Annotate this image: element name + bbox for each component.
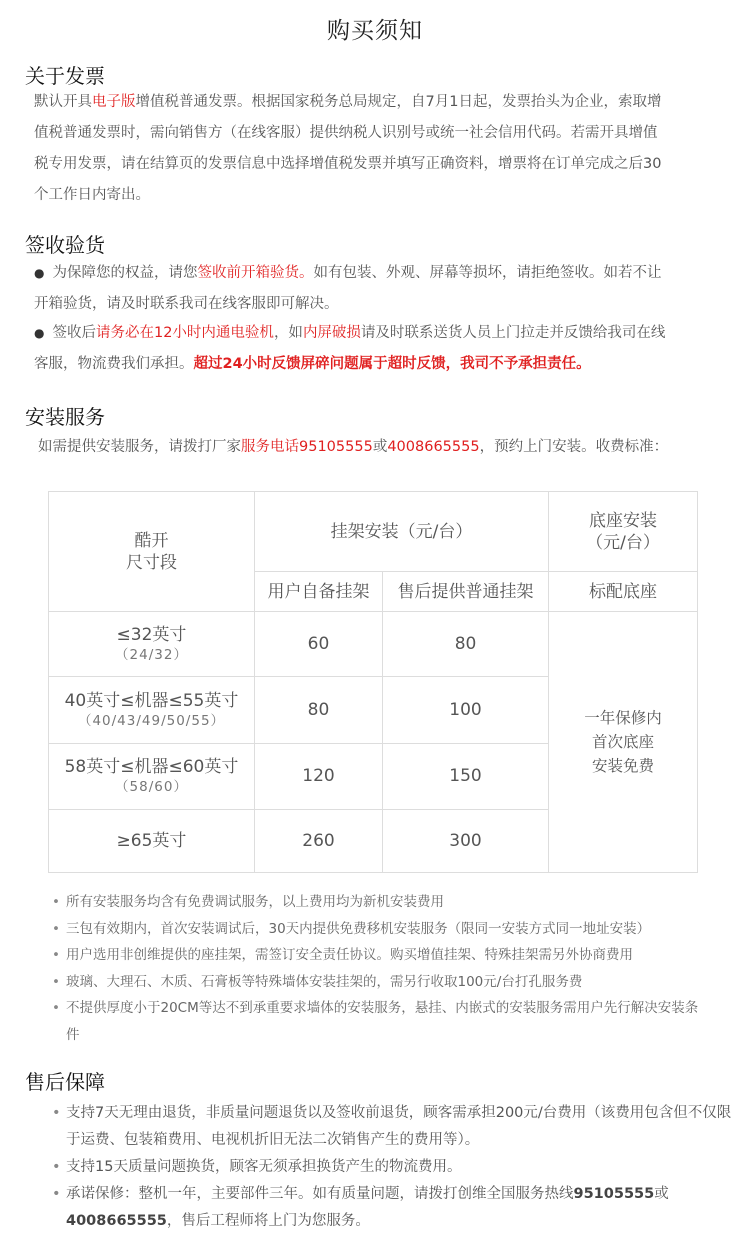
install-heading: 安装服务 <box>25 405 105 429</box>
list-item: • 支持15天质量问题换货，顾客无须承担换货产生的物流费用。 <box>52 1159 462 1175</box>
invoice-line-2: 值税普通发票时，需向销售方（在线客服）提供纳税人识别号或统一社会信用代码。若需开具增值 <box>34 125 658 141</box>
list-item: • 承诺保修：整机一年，主要部件三年。如有质量问题，请拨打创维全国服务热线95105555或4008665555，售后工程师将上门为您服务。 <box>52 1186 669 1229</box>
list-item: • 支持7天无理由退货，非质量问题退货以及签收前退货，顾客需承担200元/台费用（该费用包含但不仅限于运费、包装箱费用、电视机折旧无法二次销售产生的费用等）。 <box>52 1105 732 1148</box>
wall-mount-header: 挂架安装（元/台） <box>255 492 549 572</box>
list-item: • 不提供厚度小于20CM等达不到承重要求墙体的安装服务，悬挂、内嵌式的安装服务需用户先行解决安装条件 <box>52 1000 699 1043</box>
table-row: 40英寸≤机器≤55英寸 （40/43/49/50/55） 80 100 <box>49 677 698 743</box>
aftersale-heading: 售后保障 <box>25 1070 105 1094</box>
receipt-heading: 签收验货 <box>25 233 105 257</box>
receipt-item-1: ● 为保障您的权益，请您签收前开箱验货。如有包装、外观、屏幕等损坏，请拒绝签收。如若不让 开箱验货，请及时联系我司在线客服即可解决。 <box>34 265 662 312</box>
hotline-phone: 4008665555 <box>387 439 480 455</box>
page-title: 购买须知 <box>327 18 423 44</box>
table-row: ≥65英寸 260 300 <box>49 809 698 872</box>
list-item: • 三包有效期内，首次安装调试后，30天内提供免费移机安装服务（限同一安装方式同一地址安装） <box>52 920 651 937</box>
receipt-item-2: ● 签收后请务必在12小时内通电验机，如内屏破损请及时联系送货人员上门拉走并反馈给我司在线 客服，物流费我们承担。超过24小时反馈屏碎问题属于超时反馈，我司不予承担责任。 <box>34 325 666 372</box>
base-free-note: 一年保修内 首次底座 安装免费 <box>549 612 698 873</box>
install-intro: 如需提供安装服务，请拨打厂家服务电话95105555或4008665555，预约上门安装。收费标准： <box>38 439 669 455</box>
table-row: 58英寸≤机器≤60英寸 （58/60） 120 150 <box>49 743 698 809</box>
table-row: ≤32英寸 （24/32） 60 80 一年保修内 首次底座 安装免费 <box>49 612 698 677</box>
size-header: 酷开 尺寸段 <box>49 492 255 612</box>
bullet-icon: ● <box>34 326 45 340</box>
col-user-mount: 用户自备挂架 <box>255 572 383 612</box>
invoice-line-3: 税专用发票，请在结算页的发票信息中选择增值税发票并填写正确资料，增票将在订单完成之后30 <box>34 156 662 172</box>
invoice-heading: 关于发票 <box>25 64 105 88</box>
list-item: • 用户选用非创维提供的座挂架，需签订安全责任协议。购买增值挂架、特殊挂架需另外协商费用 <box>52 947 633 963</box>
base-header: 底座安装 （元/台） <box>549 492 698 572</box>
invoice-line-4: 个工作日内寄出。 <box>34 187 150 203</box>
col-aftersale-mount: 售后提供普通挂架 <box>383 572 549 612</box>
service-phone: 服务电话95105555 <box>241 439 373 455</box>
list-item: • 所有安装服务均含有免费调试服务，以上费用均为新机安装费用 <box>52 894 444 910</box>
install-notes <box>52 889 722 1048</box>
bullet-icon: ● <box>34 266 45 280</box>
invoice-line-1: 默认开具电子版增值税普通发票。根据国家税务总局规定，自7月1日起，发票抬头为企业，索取增 <box>34 94 662 110</box>
col-standard-base: 标配底座 <box>549 572 698 612</box>
list-item: • 玻璃、大理石、木质、石膏板等特殊墙体安装挂架的，需另行收取100元/台打孔服务费 <box>52 973 583 990</box>
invoice-text <box>34 87 734 211</box>
aftersale-list <box>52 1100 737 1235</box>
install-fee-table <box>48 491 698 873</box>
